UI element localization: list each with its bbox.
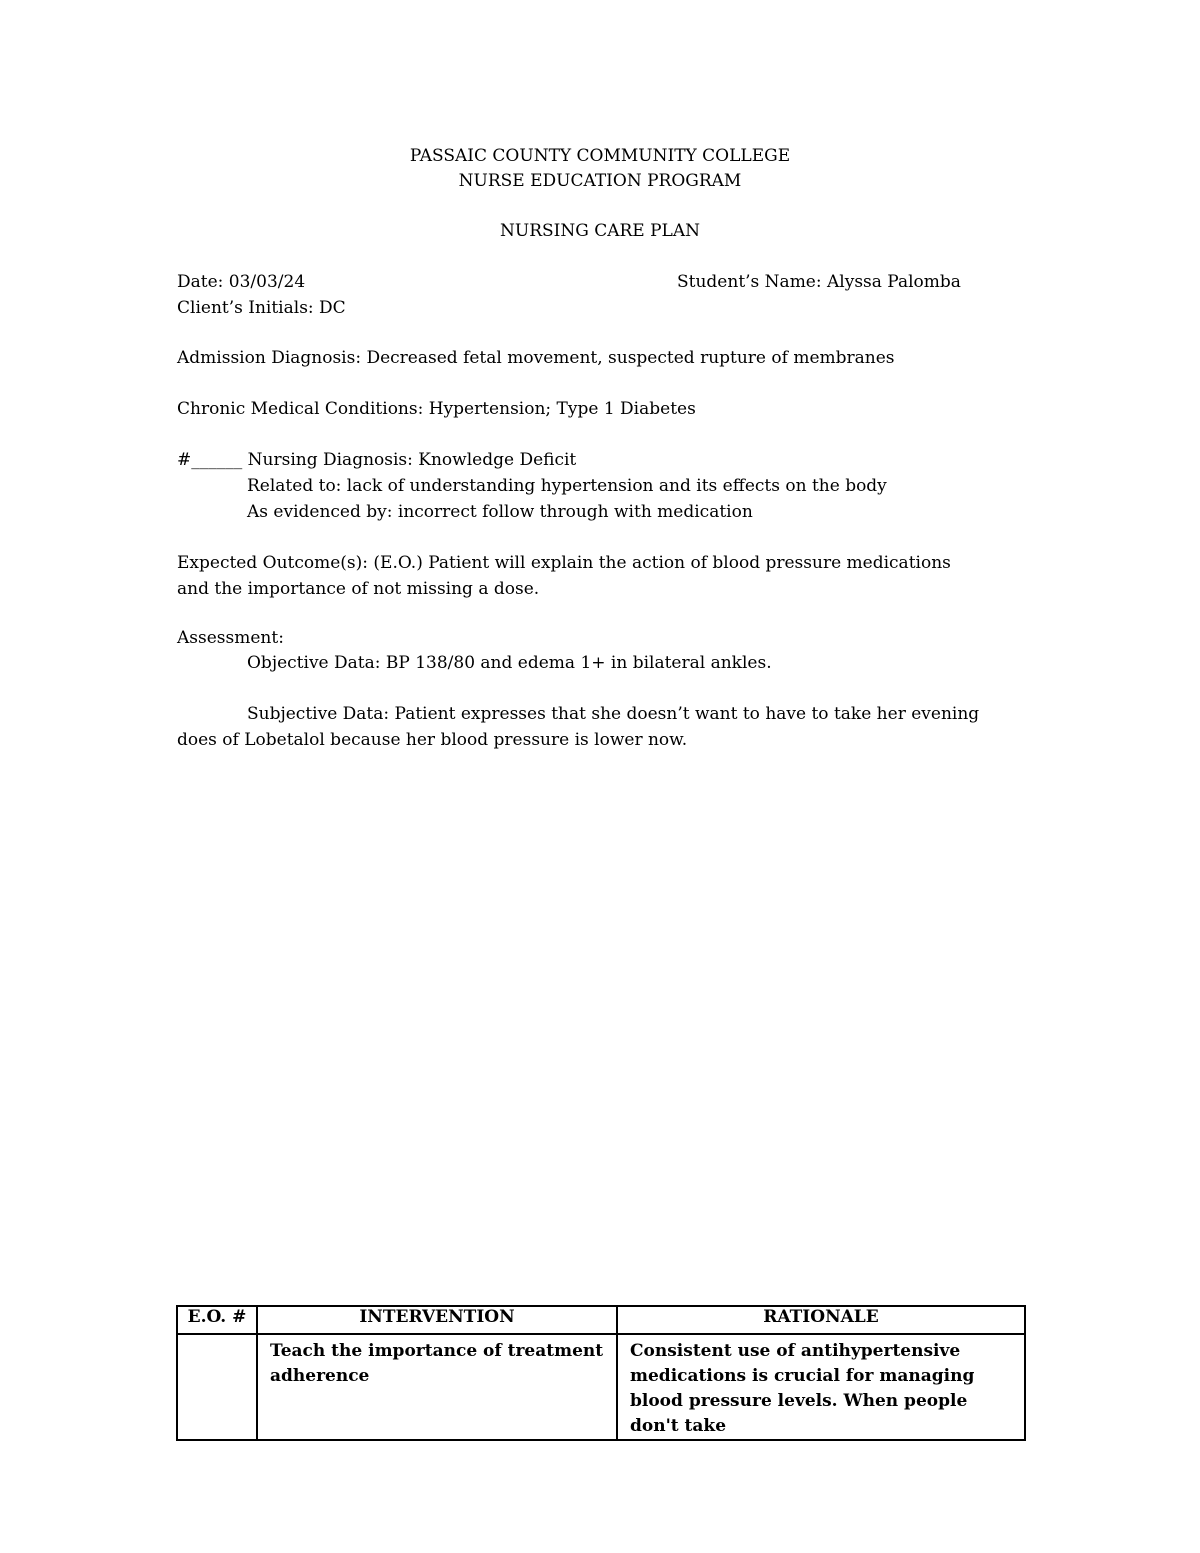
client-initials-field: Client’s Initials: DC: [177, 298, 346, 318]
care-plan-table: [176, 1305, 1026, 1441]
cell-intervention: Teach the importance of treatment adherence: [257, 1334, 617, 1440]
evidenced-by: As evidenced by: incorrect follow through with medication: [247, 502, 753, 522]
header-intervention: INTERVENTION: [257, 1306, 617, 1334]
assessment-heading: Assessment:: [177, 628, 284, 648]
student-name-field: Student’s Name: Alyssa Palomba: [677, 272, 961, 292]
header-rationale: RATIONALE: [617, 1306, 1025, 1334]
related-to: Related to: lack of understanding hypertension and its effects on the body: [247, 476, 887, 496]
table-row: [177, 1334, 1025, 1440]
subjective-data-line2: does of Lobetalol because her blood pressure is lower now.: [177, 730, 688, 750]
cell-rationale: Consistent use of antihypertensive medications is crucial for managing blood pressure levels. When people don't take: [617, 1334, 1025, 1440]
admission-diagnosis: Admission Diagnosis: Decreased fetal movement, suspected rupture of membranes: [177, 348, 895, 368]
table-header-row: [177, 1306, 1025, 1334]
nursing-diagnosis: #______ Nursing Diagnosis: Knowledge Deficit: [177, 450, 577, 470]
chronic-conditions: Chronic Medical Conditions: Hypertension; Type 1 Diabetes: [177, 399, 696, 419]
cell-eo: [177, 1334, 257, 1440]
subjective-data-line1: Subjective Data: Patient expresses that she doesn’t want to have to take her evening: [247, 704, 980, 724]
program-name: NURSE EDUCATION PROGRAM: [458, 171, 742, 191]
college-name: PASSAIC COUNTY COMMUNITY COLLEGE: [409, 146, 791, 166]
document-title: NURSING CARE PLAN: [500, 221, 700, 241]
expected-outcome-line2: and the importance of not missing a dose.: [177, 579, 540, 599]
header-eo: E.O. #: [177, 1306, 257, 1334]
date-field: Date: 03/03/24: [177, 272, 306, 292]
expected-outcome-line1: Expected Outcome(s): (E.O.) Patient will explain the action of blood pressure medications: [177, 553, 951, 573]
objective-data: Objective Data: BP 138/80 and edema 1+ in bilateral ankles.: [247, 653, 772, 673]
